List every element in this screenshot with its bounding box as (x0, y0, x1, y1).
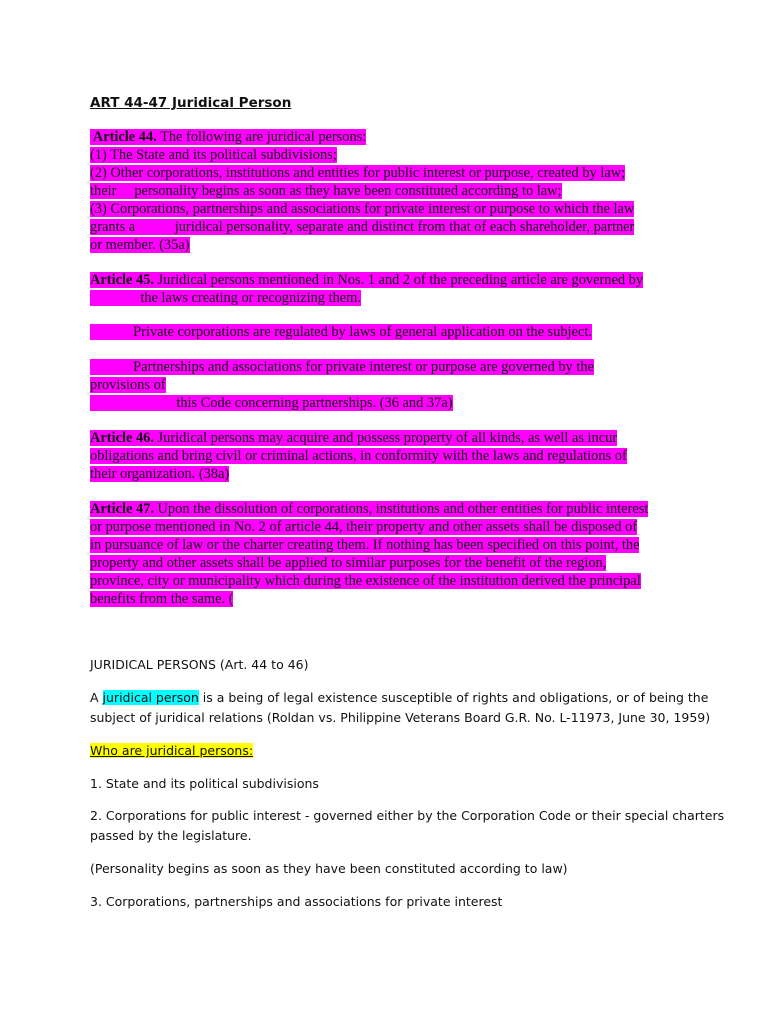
art45-para-3a: Partnerships and associations for private interest or purpose are governed by the (90, 359, 594, 375)
art44-line-7: or member. (35a) (90, 237, 190, 253)
art44-line-6: grants a juridical personality, separate and distinct from that of each shareholder, partner (90, 219, 635, 235)
art45-para-2: Private corporations are regulated by laws of general application on the subject. (90, 324, 592, 340)
art44-intro: The following are juridical persons: (156, 129, 367, 145)
definition-line-2: subject of juridical relations (Roldan vs. Philippine Veterans Board G.R. No. L-11973, June 30, 1959) (90, 710, 711, 725)
art44-line-1 (90, 128, 366, 146)
list-item-2-line-1: 2. Corporations for public interest - governed either by the Corporation Code or their special charters (90, 808, 725, 823)
art47-line-5: province, city or municipality which during the existence of the institution derived the principal (90, 573, 641, 589)
list-item-2-line-2: passed by the legislature. (90, 828, 252, 843)
notes-heading: JURIDICAL PERSONS (Art. 44 to 46) (90, 657, 309, 672)
document-title: ART 44-47 Juridical Person (90, 95, 292, 111)
who-heading: Who are juridical persons: (90, 743, 254, 758)
juridical-person-term: juridical person (102, 690, 199, 705)
art44-line-4: their personality begins as soon as they have been constituted according to law; (90, 183, 562, 199)
art46-line-1: Article 46. Juridical persons may acquire and possess property of all kinds, as well as incur (90, 430, 618, 446)
art47-line-1: Article 47. Upon the dissolution of corporations, institutions and other entities for public interest (90, 501, 649, 517)
art47-line-2: or purpose mentioned in No. 2 of article 44, their property and other assets shall be disposed of (90, 519, 638, 535)
art45-para-3c: this Code concerning partnerships. (36 and 37a) (90, 395, 453, 411)
art46-label: Article 46. (90, 430, 154, 446)
art45-para-3b: provisions of (90, 377, 166, 393)
art44-line-5: (3) Corporations, partnerships and associations for private interest or purpose to which the law (90, 201, 635, 217)
art47-line-3: in pursuance of law or the charter creating them. If nothing has been specified on this point, the (90, 537, 640, 553)
art46-line-2: obligations and bring civil or criminal actions, in conformity with the laws and regulations of (90, 448, 627, 464)
art47-label: Article 47. (90, 501, 154, 517)
art46-line-3: their organization. (38a) (90, 466, 230, 482)
art47-line-6: benefits from the same. ( (90, 591, 234, 607)
list-item-2-note: (Personality begins as soon as they have been constituted according to law) (90, 861, 568, 876)
art44-label: Article 44. (90, 129, 157, 145)
art47-line-4: property and other assets shall be applied to similar purposes for the benefit of the region, (90, 555, 607, 571)
list-item-3: 3. Corporations, partnerships and associations for private interest (90, 894, 503, 909)
art44-line-2: (1) The State and its political subdivisions; (90, 147, 337, 163)
list-item-1: 1. State and its political subdivisions (90, 776, 319, 791)
art45-line-1: Article 45. Juridical persons mentioned in Nos. 1 and 2 of the preceding article are governed by (90, 272, 644, 288)
art45-label: Article 45. (90, 272, 154, 288)
art45-line-2: the laws creating or recognizing them. (90, 290, 361, 306)
art44-line-3: (2) Other corporations, institutions and entities for public interest or purpose, created by law; (90, 165, 626, 181)
definition-line-1: A juridical person is a being of legal existence susceptible of rights and obligations, or of being the (90, 690, 709, 705)
